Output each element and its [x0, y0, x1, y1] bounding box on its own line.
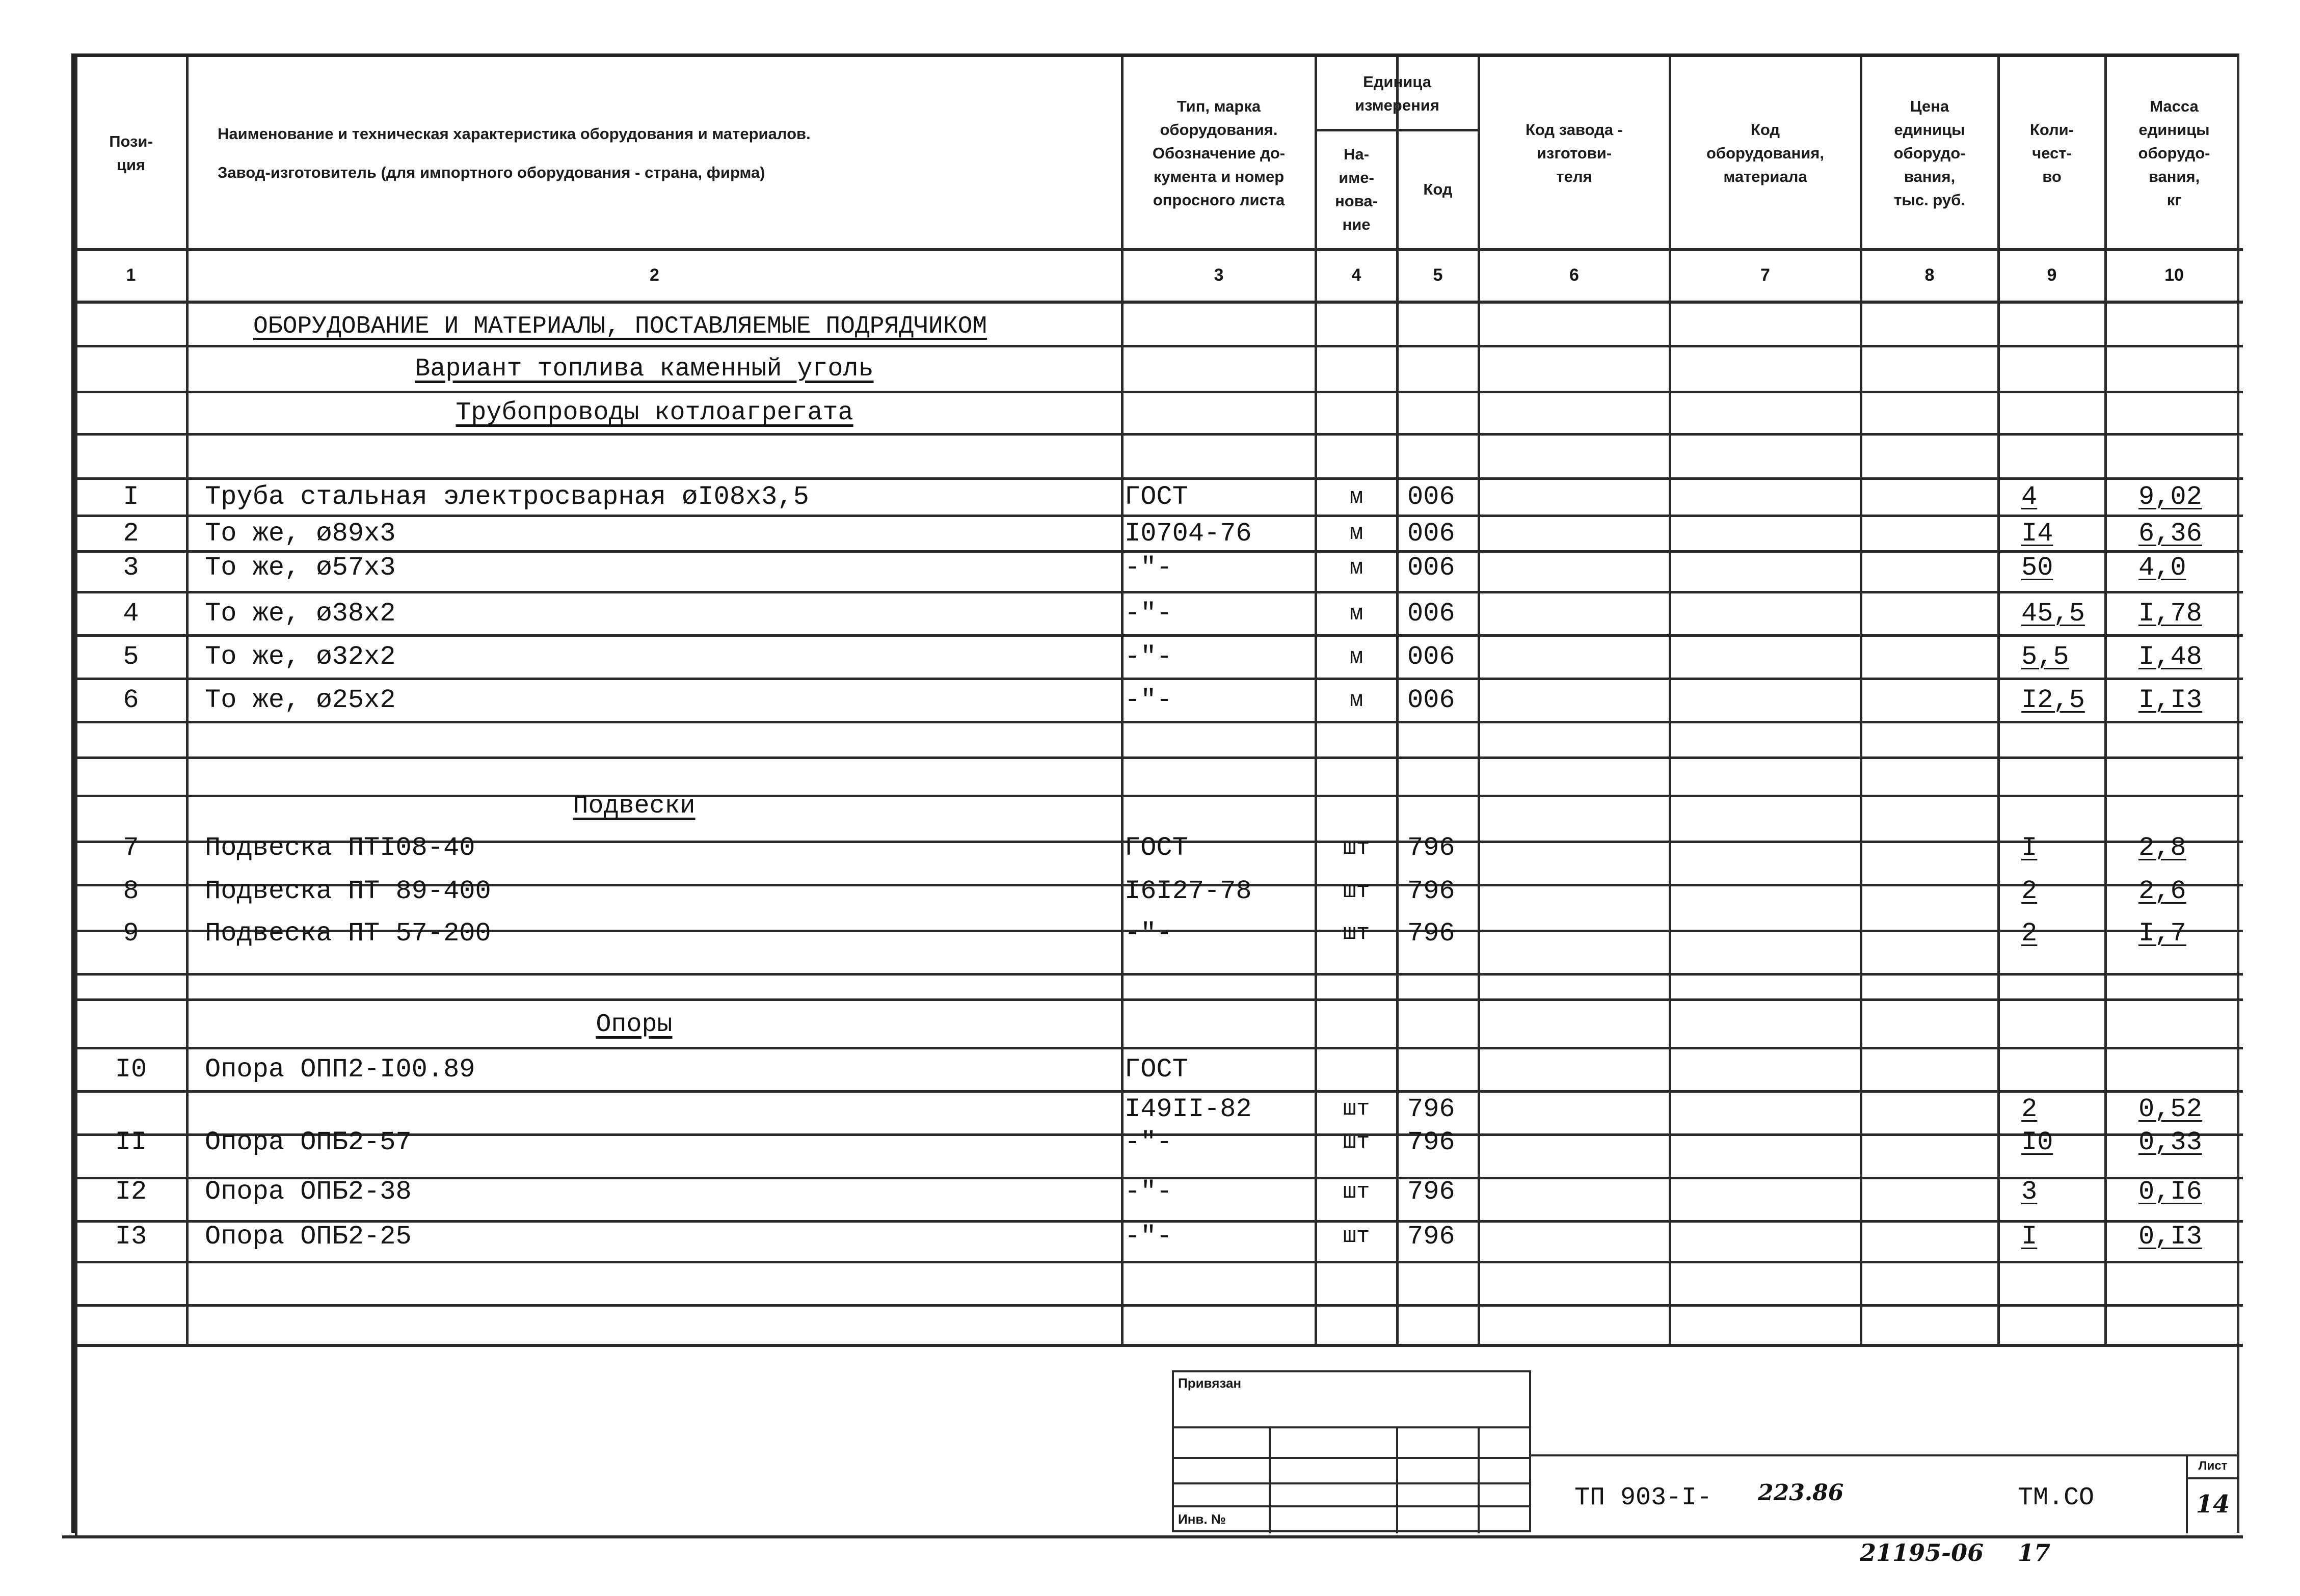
row-position: I0: [115, 1054, 147, 1085]
row-name: Опора ОПБ2-57: [205, 1127, 412, 1157]
row-mass: I,I3: [2138, 685, 2202, 715]
row-unit-name: шт: [1343, 835, 1370, 861]
row-quantity: 5,5: [2021, 642, 2069, 672]
row-position: 6: [123, 685, 139, 715]
row-name: То же, ø57x3: [205, 553, 396, 583]
row-position: 7: [123, 833, 139, 863]
row-document: -"-: [1125, 1177, 1172, 1207]
header-unit-code: Код: [1423, 180, 1453, 198]
row-unit-code: 006: [1407, 642, 1455, 672]
header-factory-code: [1479, 57, 1670, 249]
header-line: име-: [1339, 169, 1374, 186]
row-line: [75, 756, 2243, 759]
column-number: 10: [2164, 265, 2184, 285]
row-unit-name: шт: [1343, 1179, 1370, 1205]
row-quantity: 2: [2021, 876, 2038, 906]
row-mass: 6,36: [2138, 518, 2202, 549]
row-unit-code: 006: [1407, 685, 1455, 715]
header-line: кумента и номер: [1153, 167, 1285, 185]
row-mass: [2138, 1048, 2243, 1091]
column-number: 5: [1433, 265, 1443, 285]
row-unit-name: шт: [1343, 921, 1370, 946]
column-number: 9: [2047, 265, 2057, 285]
row-line: [75, 973, 2243, 976]
table-bottom-line: [75, 1344, 2243, 1347]
row-document: -"-: [1125, 599, 1172, 629]
header-line: единицы: [1894, 120, 1965, 139]
row-name: Подвеска ПТ 89-400: [205, 876, 491, 906]
row-unit-code: 796: [1407, 918, 1455, 949]
row-unit-name: шт: [1343, 1224, 1370, 1249]
header-line: единицы: [2138, 120, 2210, 139]
header-line: Код завода -: [1525, 120, 1623, 139]
header-unit-name: [1316, 130, 1397, 249]
header-line: тыс. руб.: [1894, 191, 1965, 209]
row-name: Подвеска ПТ 57-200: [205, 918, 491, 949]
row-unit-code: 796: [1407, 833, 1455, 863]
row-position: I: [123, 482, 139, 512]
archive-number: 21195-06: [1860, 1538, 1984, 1566]
row-line: [75, 1304, 2243, 1307]
sheet-cell-line: [2186, 1477, 2239, 1479]
row-quantity: 50: [2021, 553, 2053, 583]
row-unit-name: м: [1349, 601, 1363, 627]
row-document: -"-: [1125, 1221, 1172, 1252]
row-document: I49II-82: [1125, 1094, 1252, 1124]
header-line: теля: [1556, 167, 1592, 185]
column-number: 7: [1760, 265, 1770, 285]
row-line: [75, 1261, 2243, 1263]
row-position: 9: [123, 918, 139, 949]
column-number: 8: [1924, 265, 1935, 285]
row-name: То же, ø38x2: [205, 599, 396, 629]
row-quantity: I4: [2021, 518, 2053, 549]
document-mark: ТМ.СО: [2018, 1483, 2095, 1512]
row-mass: 0,33: [2138, 1127, 2202, 1157]
row-unit-name: шт: [1343, 878, 1370, 904]
column-number: 3: [1214, 265, 1224, 285]
header-line: оборудо-: [1893, 144, 1966, 162]
row-quantity: I: [2021, 1221, 2038, 1252]
header-line: Масса: [2150, 97, 2199, 115]
header-name-line: Наименование и техническая характеристика оборудования и материалов.: [218, 124, 811, 143]
header-line: Цена: [1910, 97, 1949, 115]
sheet-label: Лист: [2198, 1459, 2228, 1473]
section-title: Трубопроводы котлоагрегата: [456, 398, 853, 427]
row-quantity: I0: [2021, 1127, 2053, 1157]
row-unit-name: шт: [1343, 1096, 1370, 1122]
header-line: измерения: [1355, 96, 1439, 114]
row-mass: I,48: [2138, 642, 2202, 672]
row-unit-name: [1316, 1048, 1397, 1091]
column-number: 4: [1351, 265, 1361, 285]
header-price: [1861, 57, 1998, 249]
header-line: Обозначение до-: [1152, 144, 1286, 162]
row-name: То же, ø32x2: [205, 642, 396, 672]
row-document: -"-: [1125, 685, 1172, 715]
row-document: -"-: [1125, 918, 1172, 949]
row-unit-name: м: [1349, 521, 1363, 546]
privyazan-label: Привязан: [1178, 1375, 1242, 1391]
row-mass: 0,I6: [2138, 1177, 2202, 1207]
row-unit-name: м: [1349, 555, 1363, 581]
row-mass: 0,52: [2138, 1094, 2202, 1124]
row-position: 3: [123, 553, 139, 583]
header-line: изготови-: [1536, 144, 1612, 162]
stamp-vline: [1396, 1426, 1398, 1533]
header-type-mark: [1122, 57, 1316, 249]
row-mass: I,7: [2138, 918, 2186, 949]
sheet-number: 14: [2196, 1490, 2230, 1519]
header-name-line: Завод-изготовитель (для импортного оборудования - страна, фирма): [218, 163, 765, 181]
row-quantity: I2,5: [2021, 685, 2085, 715]
row-name: Опора ОПП2-I00.89: [205, 1054, 475, 1085]
header-line: оборудо-: [2138, 144, 2210, 162]
row-mass: 2,8: [2138, 833, 2186, 863]
header-name: [218, 57, 1112, 249]
header-line: вания,: [2148, 167, 2200, 185]
header-line: Код: [1750, 120, 1780, 139]
specification-sheet: [71, 53, 2239, 1533]
section-title: Вариант топлива каменный уголь: [415, 354, 874, 384]
header-line: чест-: [2032, 144, 2072, 162]
row-unit-code: 006: [1407, 599, 1455, 629]
column-number: 6: [1569, 265, 1579, 285]
row-name: Подвеска ПТI08-40: [205, 833, 475, 863]
column-number: 1: [126, 265, 136, 285]
row-document: I6I27-78: [1125, 876, 1252, 906]
row-document: -"-: [1125, 1127, 1172, 1157]
header-line: Тип, марка: [1176, 97, 1261, 115]
row-name: Опора ОПБ2-38: [205, 1177, 412, 1207]
header-line: Коли-: [2029, 120, 2074, 139]
header-line: вания,: [1904, 167, 1956, 185]
row-quantity: 3: [2021, 1177, 2038, 1207]
header-line: опросного листа: [1153, 191, 1285, 209]
header-line: ние: [1342, 215, 1371, 233]
row-document: I0704-76: [1125, 518, 1252, 549]
row-unit-code: 006: [1407, 553, 1455, 583]
row-position: 8: [123, 876, 139, 906]
section-title: Подвески: [573, 791, 696, 821]
header-line: оборудования,: [1706, 144, 1824, 162]
row-document: ГОСТ: [1125, 482, 1188, 512]
row-unit-name: м: [1349, 687, 1363, 713]
column-number: 2: [650, 265, 659, 285]
row-unit-name: м: [1349, 644, 1363, 670]
header-line: Единица: [1363, 72, 1431, 91]
row-quantity: [2021, 1048, 2105, 1091]
row-unit-code: 796: [1407, 876, 1455, 906]
header-line: во: [2042, 167, 2062, 185]
section-title: ОБОРУДОВАНИЕ И МАТЕРИАЛЫ, ПОСТАВЛЯЕМЫЕ ПОДРЯДЧИКОМ: [253, 312, 987, 340]
row-name: [205, 1091, 1122, 1127]
row-document: -"-: [1125, 553, 1172, 583]
row-position: 4: [123, 599, 139, 629]
row-quantity: 2: [2021, 918, 2038, 949]
row-position: I2: [115, 1177, 147, 1207]
header-position: [75, 57, 187, 249]
header-line: ция: [116, 155, 146, 174]
row-position: II: [115, 1127, 147, 1157]
row-name: То же, ø25x2: [205, 685, 396, 715]
row-position: 5: [123, 642, 139, 672]
row-document: ГОСТ: [1125, 833, 1188, 863]
row-mass: 0,I3: [2138, 1221, 2202, 1252]
row-quantity: I: [2021, 833, 2038, 863]
row-mass: 9,02: [2138, 482, 2202, 512]
header-unit-group: [1316, 57, 1479, 130]
row-quantity: 2: [2021, 1094, 2038, 1124]
header-line: оборудования.: [1160, 120, 1278, 139]
archive-page: 17: [2018, 1538, 2051, 1566]
row-mass: I,78: [2138, 599, 2202, 629]
section-title: Опоры: [596, 1010, 673, 1039]
row-document: -"-: [1125, 642, 1172, 672]
row-unit-code: 006: [1407, 518, 1455, 549]
row-unit-code: 796: [1407, 1127, 1455, 1157]
row-mass: 2,6: [2138, 876, 2186, 906]
row-quantity: 4: [2021, 482, 2038, 512]
row-name: Труба стальная электросварная øI08x3,5: [205, 482, 809, 512]
row-unit-code: 796: [1407, 1094, 1455, 1124]
header-mass: [2105, 57, 2243, 249]
row-position: I3: [115, 1221, 147, 1252]
row-unit-code: 796: [1407, 1177, 1455, 1207]
row-mass: 4,0: [2138, 553, 2186, 583]
row-unit-name: шт: [1343, 1129, 1370, 1155]
row-name: То же, ø89x3: [205, 518, 396, 549]
header-equipment-code: [1670, 57, 1861, 249]
row-quantity: 45,5: [2021, 599, 2085, 629]
document-code-handwritten: 223.86: [1758, 1479, 1844, 1506]
row-position: 2: [123, 518, 139, 549]
header-line: нова-: [1335, 192, 1378, 210]
document-code: ТП 903-I-: [1574, 1483, 1713, 1512]
header-line: На-: [1344, 145, 1369, 163]
row-unit-code: 796: [1407, 1221, 1455, 1252]
row-unit-code: [1407, 1048, 1479, 1091]
stamp-vline: [1478, 1426, 1480, 1533]
row-document: ГОСТ: [1125, 1054, 1188, 1085]
row-unit-name: м: [1349, 484, 1363, 510]
inventory-label: Инв. №: [1178, 1511, 1226, 1527]
row-position: [75, 1091, 187, 1127]
row-unit-code: 006: [1407, 482, 1455, 512]
header-line: кг: [2167, 191, 2182, 209]
header-line: Пози-: [109, 132, 153, 150]
header-line: материала: [1723, 167, 1807, 185]
header-quantity: [1998, 57, 2105, 249]
row-name: Опора ОПБ2-25: [205, 1221, 412, 1252]
